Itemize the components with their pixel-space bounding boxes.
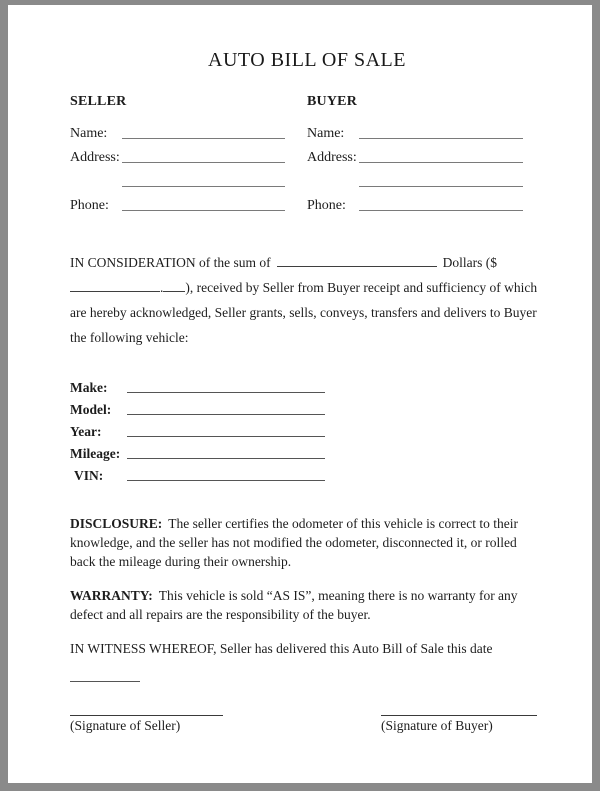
model-row bbox=[70, 396, 330, 418]
buyer-address-input-line[interactable] bbox=[359, 150, 523, 163]
seller-phone-label: Phone: bbox=[70, 198, 109, 213]
seller-name-row bbox=[70, 118, 285, 142]
seller-signature-line[interactable] bbox=[70, 715, 223, 716]
vehicle-section bbox=[70, 374, 544, 484]
buyer-phone-label: Phone: bbox=[307, 198, 346, 213]
witness-text: IN WITNESS WHEREOF, Seller has delivered this Auto Bill of Sale this date bbox=[70, 641, 493, 656]
vin-row bbox=[70, 462, 330, 484]
seller-phone-row bbox=[70, 190, 285, 214]
buyer-signature-line[interactable] bbox=[381, 715, 537, 716]
vin-input-line[interactable] bbox=[127, 468, 325, 481]
seller-address2-input-line[interactable] bbox=[122, 174, 285, 187]
year-row bbox=[70, 418, 330, 440]
model-label: Model: bbox=[70, 402, 112, 417]
buyer-signature-block bbox=[381, 715, 537, 734]
warranty-label: WARRANTY: bbox=[70, 588, 153, 603]
consideration-text-after-amount: Dollars ($ bbox=[442, 255, 497, 270]
mileage-row bbox=[70, 440, 330, 462]
buyer-address2-input-line[interactable] bbox=[359, 174, 523, 187]
year-label: Year: bbox=[70, 424, 102, 439]
consideration-decimal-point: . bbox=[160, 280, 164, 295]
buyer-signature-label: (Signature of Buyer) bbox=[381, 718, 493, 733]
buyer-name-row bbox=[307, 118, 523, 142]
make-row bbox=[70, 374, 330, 396]
warranty-paragraph bbox=[70, 586, 544, 624]
buyer-address2-row bbox=[307, 166, 523, 190]
date-input-line[interactable] bbox=[70, 671, 140, 682]
parties-section bbox=[70, 94, 544, 214]
buyer-name-input-line[interactable] bbox=[359, 126, 523, 139]
buyer-address-label: Address: bbox=[307, 150, 357, 165]
consideration-text-after-cents: ), received by Seller from Buyer receipt and sufficiency of which are hereby acknowledged, Seller grants, sells, conveys, transfers and delivers to Buyer the following vehicle: bbox=[70, 280, 538, 345]
consideration-paragraph bbox=[70, 250, 544, 350]
seller-name-label: Name: bbox=[70, 126, 108, 141]
seller-address-label: Address: bbox=[70, 150, 120, 165]
witness-paragraph bbox=[70, 639, 544, 658]
buyer-address-row bbox=[307, 142, 523, 166]
buyer-phone-input-line[interactable] bbox=[359, 198, 523, 211]
document-page bbox=[8, 5, 592, 783]
seller-name-input-line[interactable] bbox=[122, 126, 285, 139]
seller-address2-row bbox=[70, 166, 285, 190]
seller-signature-label: (Signature of Seller) bbox=[70, 718, 181, 733]
make-input-line[interactable] bbox=[127, 380, 325, 393]
seller-heading: SELLER bbox=[70, 94, 127, 109]
buyer-name-label: Name: bbox=[307, 126, 345, 141]
make-label: Make: bbox=[70, 380, 108, 395]
seller-signature-block bbox=[70, 715, 223, 734]
sale-amount-dollars-input-line[interactable] bbox=[70, 280, 160, 292]
buyer-heading: BUYER bbox=[307, 94, 358, 109]
seller-address-input-line[interactable] bbox=[122, 150, 285, 163]
sale-amount-cents-input-line[interactable] bbox=[163, 280, 185, 292]
signatures-section bbox=[70, 715, 544, 734]
seller-address-row bbox=[70, 142, 285, 166]
model-input-line[interactable] bbox=[127, 402, 325, 415]
seller-column bbox=[70, 94, 285, 214]
sale-amount-words-input-line[interactable] bbox=[277, 255, 437, 267]
warranty-text: This vehicle is sold “AS IS”, meaning there is no warranty for any defect and all repairs are the responsibility of the buyer. bbox=[70, 588, 518, 622]
consideration-text-before: IN CONSIDERATION of the sum of bbox=[70, 255, 271, 270]
document-title: AUTO BILL OF SALE bbox=[208, 49, 406, 71]
buyer-phone-row bbox=[307, 190, 523, 214]
disclosure-text: The seller certifies the odometer of this vehicle is correct to their knowledge, and the seller has not modified the odometer, disconnected it, or rolled back the mileage during their ownership. bbox=[70, 516, 519, 569]
mileage-input-line[interactable] bbox=[127, 446, 325, 459]
year-input-line[interactable] bbox=[127, 424, 325, 437]
buyer-column bbox=[307, 94, 523, 214]
vin-label: VIN: bbox=[74, 468, 104, 483]
disclosure-paragraph bbox=[70, 514, 544, 571]
disclosure-label: DISCLOSURE: bbox=[70, 516, 163, 531]
seller-phone-input-line[interactable] bbox=[122, 198, 285, 211]
mileage-label: Mileage: bbox=[70, 446, 121, 461]
